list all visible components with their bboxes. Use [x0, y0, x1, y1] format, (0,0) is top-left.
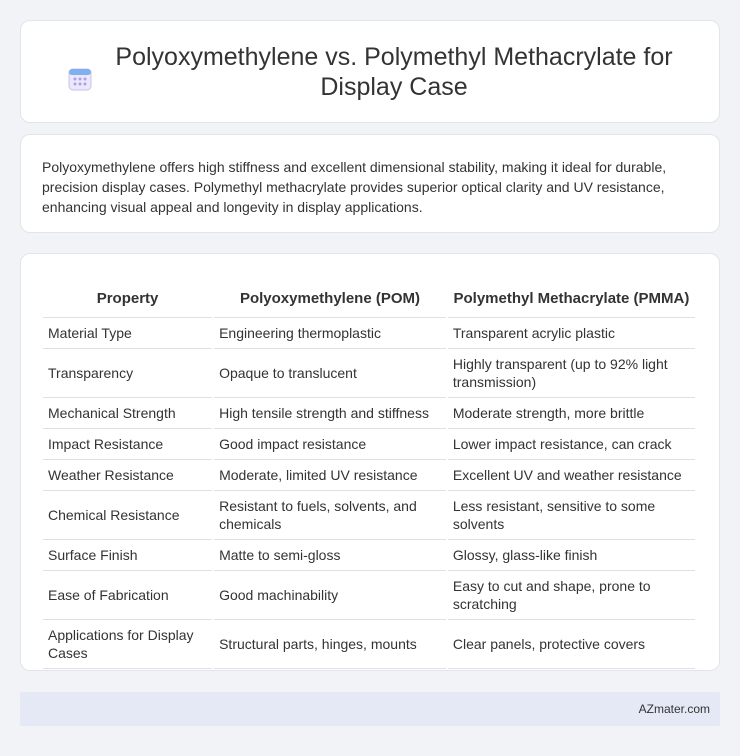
table-row: [43, 398, 695, 429]
page-title-line2: Display Case: [320, 72, 468, 101]
cell-pom: Moderate, limited UV resistance: [214, 460, 446, 491]
header-pom: Polyoxymethylene (POM): [214, 274, 446, 318]
cell-property: Mechanical Strength: [43, 398, 212, 429]
cell-property: Applications for Display Cases: [43, 620, 212, 669]
cell-pmma: Excellent UV and weather resistance: [448, 460, 695, 491]
cell-pmma: Transparent acrylic plastic: [448, 318, 695, 349]
cell-property: Surface Finish: [43, 540, 212, 571]
title-wrap: [67, 42, 672, 102]
intro-card: [20, 134, 720, 233]
cell-pom: Good impact resistance: [214, 429, 446, 460]
cell-property: Weather Resistance: [43, 460, 212, 491]
cell-property: Impact Resistance: [43, 429, 212, 460]
table-row: [43, 429, 695, 460]
table-row: [43, 349, 695, 398]
table-row: [43, 318, 695, 349]
title-card: [20, 20, 720, 123]
header-property: Property: [43, 274, 212, 318]
cell-pmma: Lower impact resistance, can crack: [448, 429, 695, 460]
footer-site-link[interactable]: AZmater.com: [638, 702, 710, 716]
cell-property: Transparency: [43, 349, 212, 398]
cell-pom: Resistant to fuels, solvents, and chemicals: [214, 491, 446, 540]
cell-pom: Opaque to translucent: [214, 349, 446, 398]
page-title-line1: Polyoxymethylene vs. Polymethyl Methacrylate for: [115, 42, 673, 71]
cell-pom: Structural parts, hinges, mounts: [214, 620, 446, 669]
cell-pom: Good machinability: [214, 571, 446, 620]
table-row: [43, 491, 695, 540]
cell-pmma: Easy to cut and shape, prone to scratching: [448, 571, 695, 620]
intro-text: Polyoxymethylene offers high stiffness and excellent dimensional stability, making it ideal for durable, precision display cases. Polymethyl methacrylate provides superior optical clarity and UV resistance, enhancing visual appeal and longevity in display applications.: [42, 159, 667, 215]
footer: [20, 692, 720, 726]
cell-property: Chemical Resistance: [43, 491, 212, 540]
table-row: [43, 460, 695, 491]
cell-property: Material Type: [43, 318, 212, 349]
table-row: [43, 571, 695, 620]
comparison-table: [41, 274, 697, 669]
table-header-row: [43, 274, 695, 318]
cell-pmma: Highly transparent (up to 92% light transmission): [448, 349, 695, 398]
page-title: [115, 42, 672, 102]
cell-pmma: Clear panels, protective covers: [448, 620, 695, 669]
cell-pmma: Less resistant, sensitive to some solvents: [448, 491, 695, 540]
cell-pmma: Glossy, glass-like finish: [448, 540, 695, 571]
table-row: [43, 620, 695, 669]
header-pmma: Polymethyl Methacrylate (PMMA): [448, 274, 695, 318]
table-row: [43, 540, 695, 571]
cell-property: Ease of Fabrication: [43, 571, 212, 620]
calendar-icon: [67, 66, 93, 92]
cell-pom: Engineering thermoplastic: [214, 318, 446, 349]
table-card: [20, 253, 720, 671]
cell-pom: High tensile strength and stiffness: [214, 398, 446, 429]
cell-pmma: Moderate strength, more brittle: [448, 398, 695, 429]
cell-pom: Matte to semi-gloss: [214, 540, 446, 571]
